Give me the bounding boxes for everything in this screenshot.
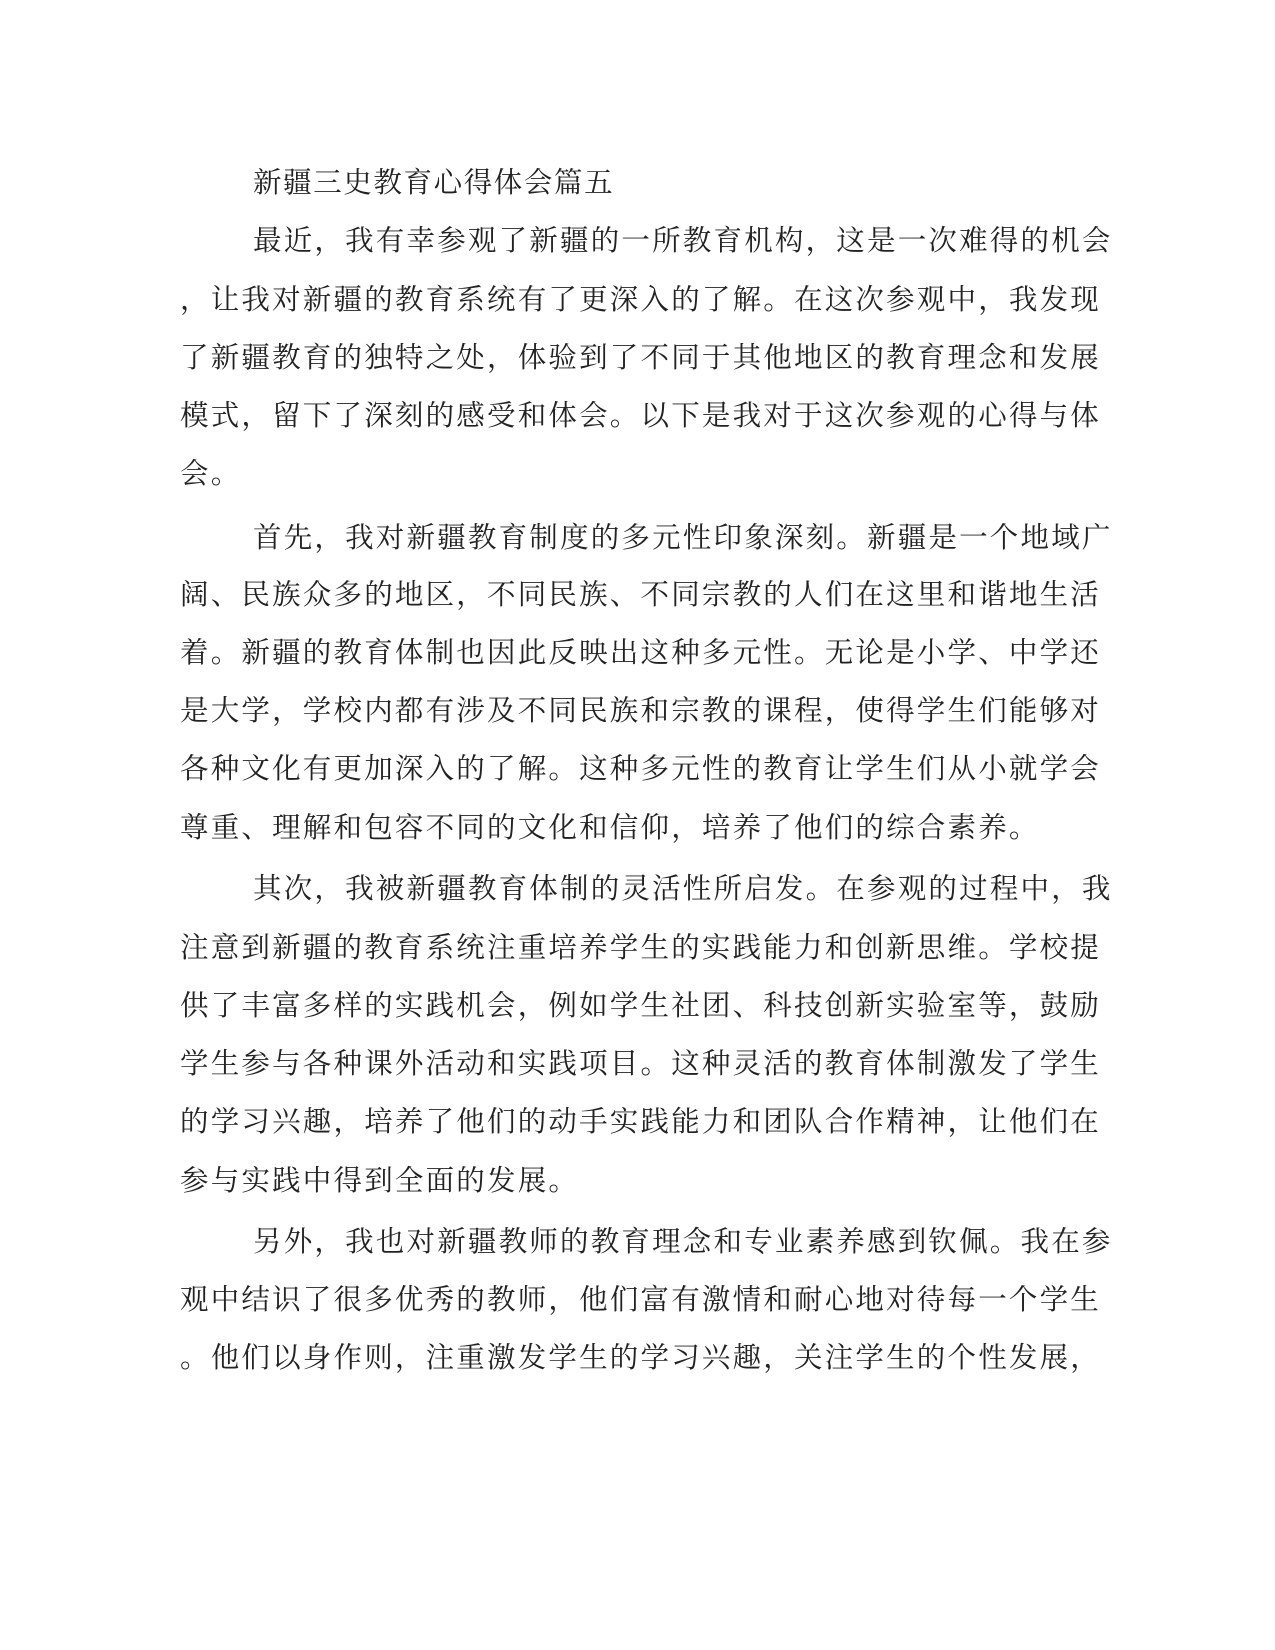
paragraph-1-line-2: ，让我对新疆的教育系统有了更深入的了解。在这次参观中，我发现 xyxy=(180,283,1102,316)
paragraph-3-line-2: 注意到新疆的教育系统注重培养学生的实践能力和创新思维。学校提 xyxy=(180,931,1102,964)
paragraph-2-line-6: 尊重、理解和包容不同的文化和信仰，培养了他们的综合素养。 xyxy=(180,811,1040,844)
paragraph-2-line-4: 是大学，学校内都有涉及不同民族和宗教的课程，使得学生们能够对 xyxy=(180,694,1102,727)
paragraph-4-line-2: 观中结识了很多优秀的教师，他们富有激情和耐心地对待每一个学生 xyxy=(180,1283,1102,1316)
paragraph-1-line-5: 会。 xyxy=(180,457,242,490)
paragraph-2-line-3: 着。新疆的教育体制也因此反映出这种多元性。无论是小学、中学还 xyxy=(180,636,1102,669)
document-title: 新疆三史教育心得体会篇五 xyxy=(253,166,615,199)
paragraph-2-line-1: 首先，我对新疆教育制度的多元性印象深刻。新疆是一个地域广 xyxy=(253,521,1113,554)
paragraph-2-line-2: 阔、民族众多的地区，不同民族、不同宗教的人们在这里和谐地生活 xyxy=(180,578,1102,611)
paragraph-2-line-5: 各种文化有更加深入的了解。这种多元性的教育让学生们从小就学会 xyxy=(180,752,1102,785)
paragraph-3-line-4: 学生参与各种课外活动和实践项目。这种灵活的教育体制激发了学生 xyxy=(180,1047,1102,1080)
paragraph-3-line-6: 参与实践中得到全面的发展。 xyxy=(180,1164,580,1197)
paragraph-1-line-3: 了新疆教育的独特之处，体验到了不同于其他地区的教育理念和发展 xyxy=(180,341,1102,374)
paragraph-3-line-1: 其次，我被新疆教育体制的灵活性所启发。在参观的过程中，我 xyxy=(253,872,1113,905)
paragraph-4-line-1: 另外，我也对新疆教师的教育理念和专业素养感到钦佩。我在参 xyxy=(253,1225,1113,1258)
paragraph-3-line-5: 的学习兴趣，培养了他们的动手实践能力和团队合作精神，让他们在 xyxy=(180,1105,1102,1138)
paragraph-3-line-3: 供了丰富多样的实践机会，例如学生社团、科技创新实验室等，鼓励 xyxy=(180,989,1102,1022)
paragraph-4-line-3: 。他们以身作则，注重激发学生的学习兴趣，关注学生的个性发展， xyxy=(180,1341,1102,1374)
paragraph-1-line-4: 模式，留下了深刻的感受和体会。以下是我对于这次参观的心得与体 xyxy=(180,399,1102,432)
paragraph-1-line-1: 最近，我有幸参观了新疆的一所教育机构，这是一次难得的机会 xyxy=(253,224,1113,257)
